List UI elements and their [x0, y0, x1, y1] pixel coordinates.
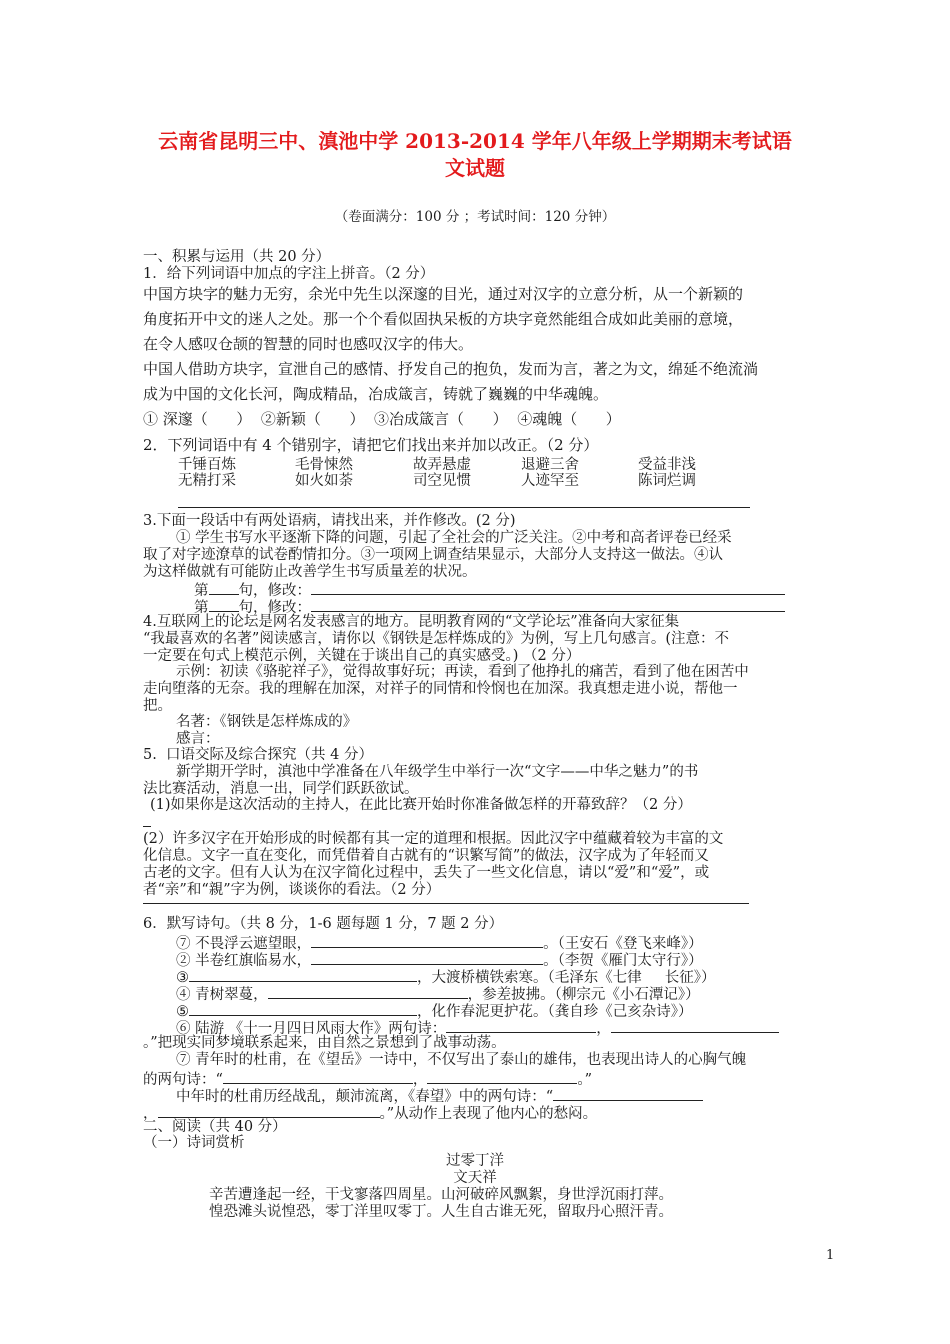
q6-item-text: ③ — [176, 970, 189, 986]
q6-item-text: 。（李贺《雁门太守行》） — [543, 953, 703, 969]
q5-sub2-line: 古老的文字。但有人认为在汉字简化过程中，丢失了一些文化信息，请以“爱”和“爱”，或 — [143, 865, 710, 881]
q2-word: 无精打采 — [178, 473, 236, 489]
q5-passage-line: 法比赛活动，消息一出，同学们跃跃欲试。 — [143, 781, 419, 797]
q6-item-text: 。（王安石《登飞来峰》） — [543, 936, 703, 952]
q6-item-text: 中年时的杜甫历经战乱，颠沛流离，《春望》中的两句诗：“ — [176, 1089, 554, 1105]
q4-response-label: 感言： — [176, 731, 220, 747]
poem-blank[interactable] — [553, 1086, 703, 1101]
q5-passage-line: 新学期开学时，滇池中学准备在八年级学生中举行一次“文字——中华之魅力”的书 — [176, 764, 699, 780]
q6-item-text: 。”从动作上表现了他内心的愁闷。 — [379, 1106, 598, 1122]
q4-prompt: 4.互联网上的论坛是网名发表感言的地方。昆明教育网的“文学论坛”准备向大家征集 — [143, 614, 680, 630]
poem-blank[interactable] — [611, 1018, 779, 1033]
q1-passage-line: 中国方块字的魅力无穷，余光中先生以深邃的目光，通过对汉字的立意分析，从一个新颖的 — [143, 285, 744, 303]
poem-blank[interactable] — [311, 933, 543, 948]
q1-passage-line: 在令人感叹仓颉的智慧的同时也感叹汉字的伟大。 — [143, 335, 474, 353]
q5-sub1-answer-rule — [143, 826, 151, 827]
q1-passage-line: 角度拓开中文的迷人之处。那一个个看似固执呆板的方块字竟然能组合成如此美丽的意境， — [143, 310, 744, 328]
poem-blank[interactable] — [311, 950, 543, 965]
exam-title-line-2: 文试题 — [445, 156, 505, 180]
q2-word: 受益非浅 — [638, 457, 696, 473]
q2-word: 如火如荼 — [295, 473, 353, 489]
poem-blank[interactable] — [446, 1018, 596, 1033]
poem-blank[interactable] — [158, 1103, 380, 1118]
q1-prompt: 1．给下列词语中加点的字注上拼音。（2 分） — [143, 266, 435, 282]
q5-heading: 5. 口语交际及综合探究（共 4 分） — [143, 747, 373, 763]
poem-blank[interactable] — [268, 984, 468, 999]
q6-heading: 6．默写诗句。（共 8 分，1-6 题每题 1 分，7 题 2 分） — [143, 916, 504, 932]
q3-revision-blank[interactable] — [311, 597, 785, 612]
q6-item-text: ，大渡桥横铁索寒。（毛泽东《七律 长征》） — [417, 970, 716, 986]
q6-item-continuation: 。”把现实同梦境联系起来，由自然之景想到了战事动荡。 — [143, 1035, 506, 1051]
q2-prompt: 2．下列词语中有 4 个错别字，请把它们找出来并加以改正。（2 分） — [143, 436, 599, 454]
q6-item-text: ④ 青树翠蔓， — [176, 987, 268, 1003]
q3-answer-label: 第 — [194, 600, 209, 616]
poem-blank[interactable] — [223, 1069, 413, 1084]
poem-blank[interactable] — [427, 1069, 577, 1084]
q3-passage-line: 取了对字迹潦草的试卷酌情扣分。③一项网上调查结果显示，大部分人支持这一做法。④认 — [143, 547, 723, 563]
poem-line: 惶恐滩头说惶恐，零丁洋里叹零丁。人生自古谁无死，留取丹心照汗青。 — [209, 1204, 673, 1220]
exam-subtitle: （卷面满分：100 分 ；考试时间：120 分钟） — [334, 209, 616, 225]
q6-item: ⑦ 青年时的杜甫，在《望岳》一诗中，不仅写出了泰山的雄伟，也表现出诗人的心胸气魄 — [176, 1052, 747, 1068]
poem-blank[interactable] — [189, 1001, 417, 1016]
q2-word: 司空见惯 — [413, 473, 471, 489]
q4-prompt: “我最喜欢的名著”阅读感言，请你以《钢铁是怎样炼成的》为例，写上几句感言。(注意：不 — [143, 631, 729, 647]
q6-item-text: ⑦ 不畏浮云遮望眼， — [176, 936, 312, 952]
poem-section-heading: （一）诗词赏析 — [143, 1135, 245, 1151]
q2-word: 故弄悬虚 — [413, 457, 471, 473]
q5-sub1: (1)如果你是这次活动的主持人，在此比赛开始时你准备做怎样的开幕致辞？（2 分） — [150, 797, 692, 813]
poem-title: 过零丁洋 — [446, 1153, 504, 1169]
q2-word: 千锤百炼 — [178, 457, 236, 473]
q5-sub2-answer-rule — [143, 903, 749, 904]
poem-author: 文天祥 — [453, 1170, 497, 1186]
q3-answer-label: 句，修改： — [238, 600, 311, 616]
q1-answer-line: ① 深邃（ ） ②新颖（ ） ③冶成箴言（ ） ④魂魄（ ） — [143, 410, 621, 428]
q2-word: 人迹罕至 — [521, 473, 579, 489]
poem-line: 辛苦遭逢起一经，干戈寥落四周星。山河破碎风飘絮，身世浮沉雨打萍。 — [209, 1187, 673, 1203]
q6-item-text: 的两句诗：“ — [143, 1072, 223, 1088]
q3-sentence-blank[interactable] — [209, 597, 239, 612]
q6-item-text: ， — [412, 1072, 428, 1088]
q5-sub2-line: (2）许多汉字在开始形成的时候都有其一定的道理和根据。因此汉字中蕴藏着较为丰富的文 — [143, 831, 724, 847]
q3-prompt: 3.下面一段话中有两处语病，请找出来，并作修改。(2 分) — [143, 513, 516, 529]
q4-example-line: 走向堕落的无奈。我的理解在加深，对祥子的同情和怜悯也在加深。我真想走进小说，帮他一 — [143, 681, 738, 697]
q5-sub2-line: 者“亲”和“親”字为例，谈谈你的看法。（2 分） — [143, 882, 441, 898]
q1-passage-line: 成为中国的文化长河，陶成精品，冶成箴言，铸就了巍巍的中华魂魄。 — [143, 385, 609, 403]
q4-example-line: 把。 — [143, 698, 172, 714]
q6-item-text: ，参差披拂。（柳宗元《小石潭记》） — [467, 987, 700, 1003]
exam-title-line-1: 云南省昆明三中、滇池中学 2013-2014 学年八年级上学期期末考试语 — [158, 129, 792, 153]
exam-title — [100, 128, 850, 182]
q3-sentence-blank[interactable] — [209, 580, 239, 595]
q4-example-line: 示例：初读《骆驼祥子》，觉得故事好玩；再读，看到了他挣扎的痛苦，看到了他在困苦中 — [176, 664, 749, 680]
q3-answer-label: 句，修改： — [238, 583, 311, 599]
q6-item-text: ， — [596, 1021, 611, 1037]
q1-passage-line: 中国人借助方块字，宣泄自己的感情、抒发自己的抱负，发而为言，著之为文，绵延不绝流淌 — [143, 360, 759, 378]
q3-passage-line: 为这样做就有可能防止改善学生书写质量差的状况。 — [143, 564, 477, 580]
q6-item-text: ② 半卷红旗临易水， — [176, 953, 312, 969]
q2-word: 毛骨悚然 — [295, 457, 353, 473]
q6-item-text: ⑥ 陆游 《十一月四日风雨大作》两句诗： — [176, 1021, 447, 1037]
q6-item-text: ， — [143, 1106, 158, 1122]
q2-word: 陈词烂调 — [638, 473, 696, 489]
q6-item-text: 。” — [577, 1072, 593, 1088]
poem-blank[interactable] — [189, 967, 417, 982]
section-2-heading: 二、阅读（共 40 分） — [143, 1119, 287, 1135]
q6-item-text: ，化作春泥更护花。（龚自珍《己亥杂诗》） — [417, 1004, 693, 1020]
q3-revision-blank[interactable] — [311, 580, 785, 595]
q4-prompt: 一定要在句式上模范示例，关键在于谈出自己的真实感受。) （2 分） — [143, 648, 581, 664]
section-1-heading: 一、积累与运用（共 20 分） — [143, 249, 331, 265]
q6-item-text: ⑤ — [176, 1004, 189, 1020]
q3-passage-line: ① 学生书写水平逐渐下降的问题，引起了全社会的广泛关注。②中考和高者评卷已经采 — [176, 530, 732, 546]
q4-book-label: 名著：《钢铁是怎样炼成的》 — [176, 714, 358, 730]
q5-sub2-line: 化信息。文字一直在变化，而凭借着自古就有的“识繁写简”的做法，汉字成为了年轻而又 — [143, 848, 709, 864]
page-number: 1 — [826, 1248, 835, 1263]
q2-answer-rule — [178, 507, 750, 508]
q3-answer-label: 第 — [194, 583, 209, 599]
q2-word: 退避三舍 — [521, 457, 579, 473]
